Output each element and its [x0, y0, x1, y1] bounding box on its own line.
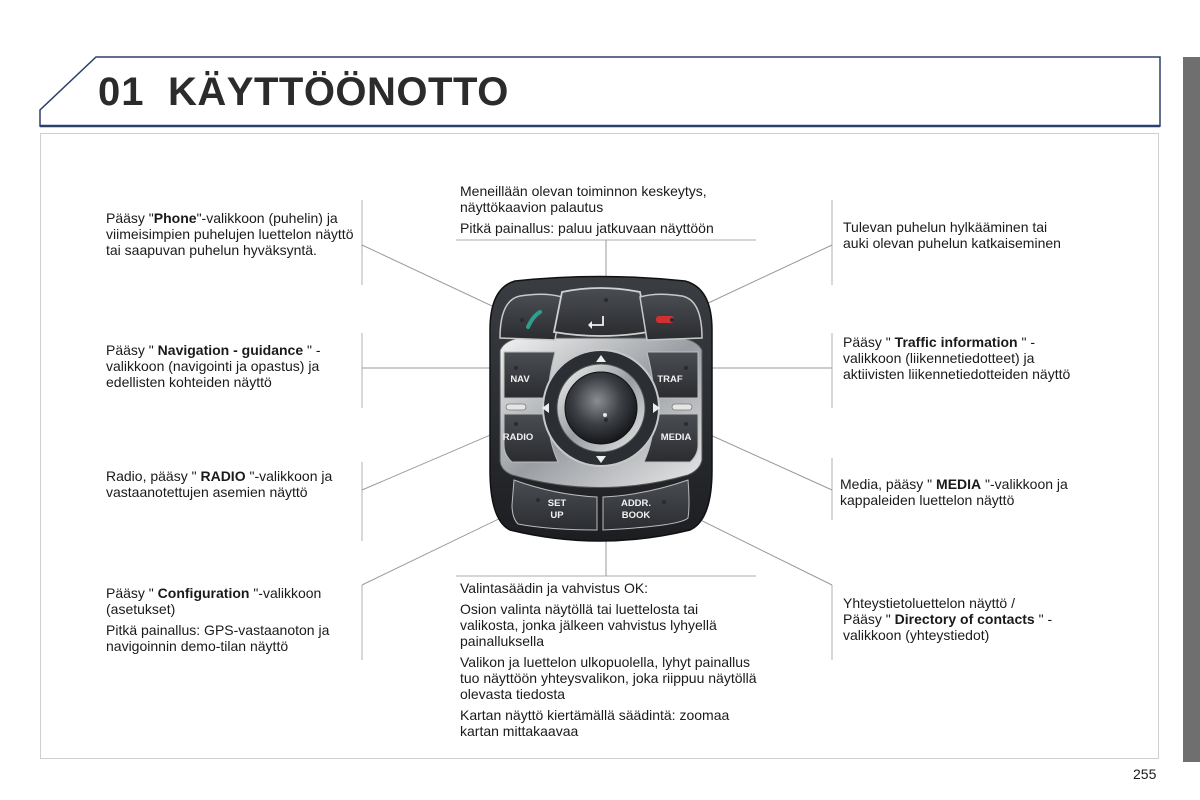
nav-label: NAV [510, 374, 530, 385]
setup-label-line2: UP [550, 510, 564, 521]
configuration-callout: Pääsy " Configuration "-valikkoon (asetukset) Pitkä painallus: GPS-vastaanoton ja navigoinnin demo-tilan näyttö [106, 585, 330, 654]
hangup-callout: Tulevan puhelun hylkääminen tai auki olevan puhelun katkaiseminen [843, 219, 1061, 251]
navigation-callout: Pääsy " Navigation - guidance " -valikkoon (navigointi ja opastus) ja edellisten kohteiden näyttö [106, 342, 321, 390]
page-number: 255 [1133, 766, 1157, 782]
media-label: MEDIA [660, 432, 692, 443]
back-callout-line2: Pitkä painallus: paluu jatkuvaan näyttöön [460, 220, 714, 236]
back-callout-line1: Meneillään olevan toiminnon keskeytys, näyttökaavion palautus [460, 183, 707, 215]
media-callout: Media, pääsy " MEDIA "-valikkoon ja kappaleiden luettelon näyttö [840, 476, 1068, 508]
contacts-callout: Yhteystietoluettelon näyttö / Pääsy " Directory of contacts " -valikkoon (yhteystiedot) [843, 595, 1053, 643]
addr-label-line1: ADDR. [620, 498, 652, 509]
phone-callout: Pääsy "Phone"-valikkoon (puhelin) ja viimeisimpien puhelujen luettelon näyttö tai saapuvan puhelun hyväksyntä. [106, 210, 354, 258]
sidebar-tab [1183, 57, 1200, 762]
traf-label: TRAF [657, 374, 683, 385]
chapter-number: 01 [98, 70, 145, 114]
addr-label-line2: BOOK [621, 510, 651, 521]
back-callout [460, 183, 760, 241]
knob-callout: Valintasäädin ja vahvistus OK: Osion valinta näytöllä tai luettelosta tai valikosta, jonka jälkeen vahvistus lyhyellä painalluksella Valikon ja luettelon ulkopuolella, lyhyt painallus tuo näyttöön yhteysvalikon, joka riippuu näytöllä olevasta tiedosta Kartan näyttö kiertämällä säädintä: zoomaa kartan mittakaavaa [460, 580, 757, 739]
traffic-callout: Pääsy " Traffic information " -valikkoon (liikennetiedotteet) ja aktiivisten liikennetiedotteiden näyttö [843, 334, 1071, 382]
chapter-title: KÄYTTÖÖNOTTO [168, 70, 509, 114]
radio-callout: Radio, pääsy " RADIO "-valikkoon ja vastaanotettujen asemien näyttö [106, 468, 333, 500]
radio-label: RADIO [502, 432, 534, 443]
setup-label-line1: SET [547, 498, 567, 509]
